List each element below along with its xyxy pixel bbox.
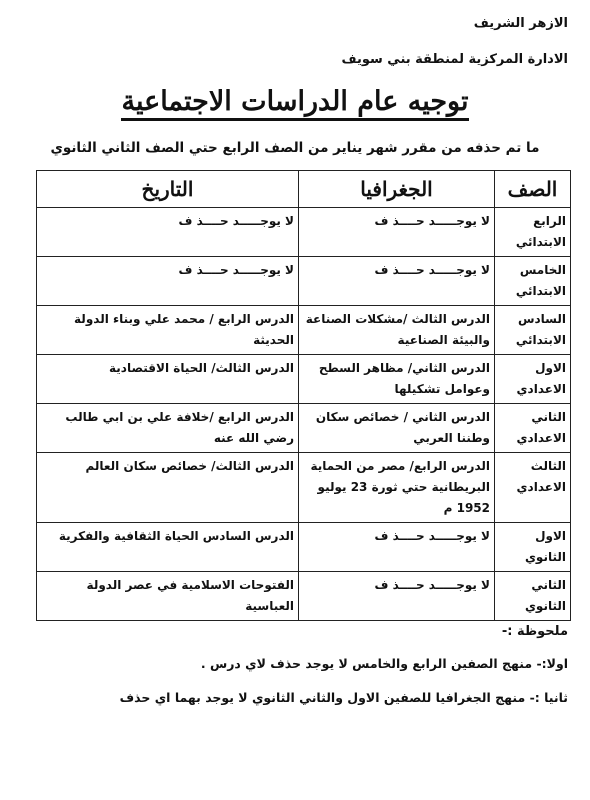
cell-grade: الرابع الابتدائي [495,208,571,257]
cell-history: الدرس السادس الحياة الثقافية والفكرية [37,523,299,572]
header-history: التاريخ [37,171,299,208]
cell-history: لا يوجـــــد حــــذ ف [37,257,299,306]
cell-geography: لا يوجـــــد حــــذ ف [299,523,495,572]
table-row [37,523,571,572]
cell-grade: الاول الثانوي [495,523,571,572]
cell-history: الدرس الثالث/ الحياة الاقتصادية [37,355,299,404]
header-administration: الادارة المركزية لمنطقة بني سويف [341,52,568,67]
cell-history: الدرس الرابع / محمد علي وبناء الدولة الحديثة [37,306,299,355]
cell-history: لا يوجـــــد حــــذ ف [37,208,299,257]
header-institution: الازهر الشريف [473,16,568,31]
table-row [37,404,571,453]
page-title-text: توجيه عام الدراسات الاجتماعية [121,86,468,121]
note-first: اولا:- منهج الصفين الرابع والخامس لا يوجد حذف لاي درس . [200,656,568,671]
cell-history: الفتوحات الاسلامية في عصر الدولة العباسية [37,572,299,621]
page-title [0,86,590,117]
page-subtitle: ما تم حذفه من مقرر شهر يناير من الصف الرابع حتي الصف الثاني الثانوي [50,140,540,156]
header-grade: الصف [495,171,571,208]
cell-grade: الثاني الثانوي [495,572,571,621]
table-row [37,572,571,621]
cell-grade: السادس الابتدائي [495,306,571,355]
cell-geography: الدرس الثالث /مشكلات الصناعة والبيئة الصناعية [299,306,495,355]
table-row [37,208,571,257]
cell-grade: الثالث الاعدادي [495,453,571,523]
cell-geography: لا يوجـــــد حــــذ ف [299,257,495,306]
table-row [37,257,571,306]
cell-history: الدرس الثالث/ خصائص سكان العالم [37,453,299,523]
table-header-row [37,171,571,208]
note-second: ثانيا :- منهج الجغرافيا للصفين الاول والثاني الثانوي لا يوجد بهما اي حذف [119,690,568,705]
cell-geography: لا يوجـــــد حــــذ ف [299,208,495,257]
cell-history: الدرس الرابع /خلافة علي بن ابي طالب رضي الله عنه [37,404,299,453]
notes-label: ملحوظة :- [501,624,568,639]
cell-grade: الاول الاعدادي [495,355,571,404]
cell-grade: الخامس الابتدائي [495,257,571,306]
table-row [37,306,571,355]
table-row [37,453,571,523]
cell-geography: الدرس الثاني / خصائص سكان وطننا العربي [299,404,495,453]
cell-geography: الدرس الثاني/ مظاهر السطح وعوامل تشكيلها [299,355,495,404]
deletions-table [36,170,571,621]
table-row [37,355,571,404]
cell-geography: الدرس الرابع/ مصر من الحماية البريطانية حتي ثورة 23 يوليو 1952 م [299,453,495,523]
cell-grade: الثاني الاعدادي [495,404,571,453]
cell-geography: لا يوجـــــد حــــذ ف [299,572,495,621]
header-geography: الجغرافيا [299,171,495,208]
